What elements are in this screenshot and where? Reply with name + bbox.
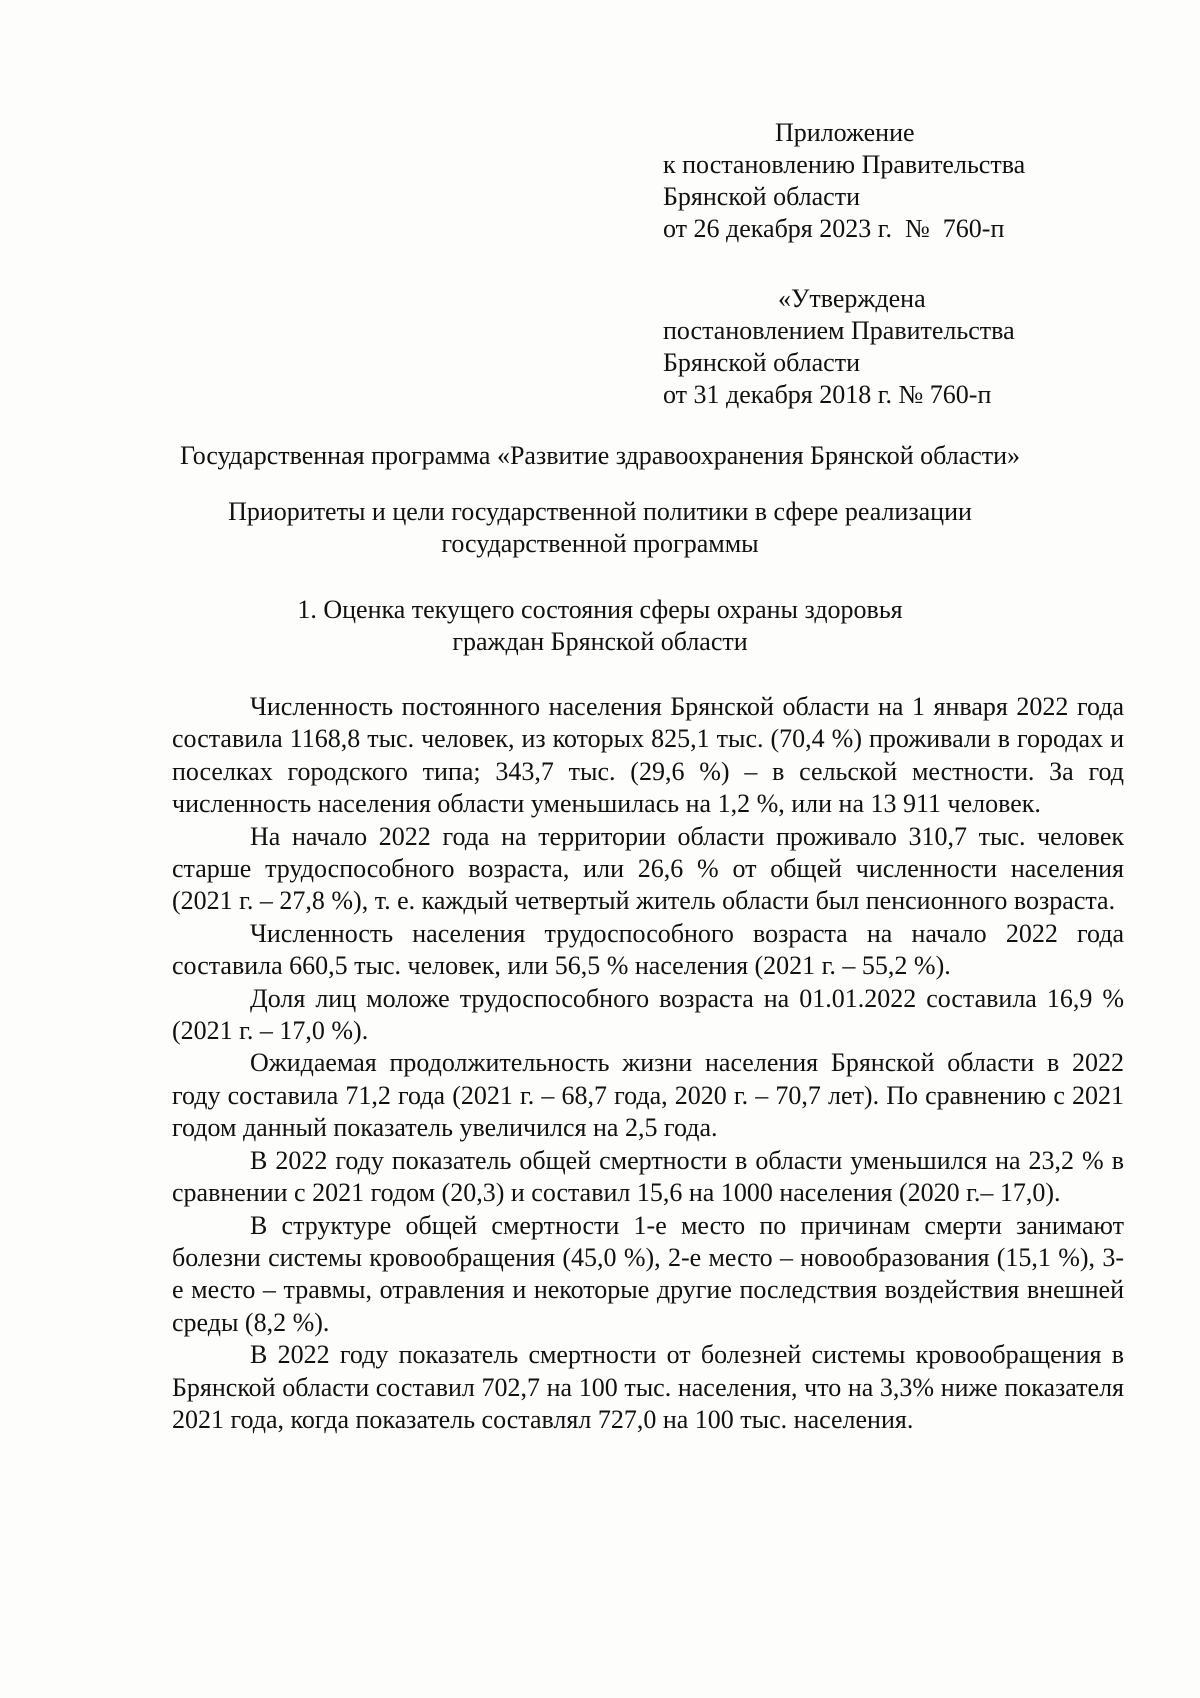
paragraph-elderly: На начало 2022 года на территории области проживало 310,7 тыс. человек старше трудоспособного возраста, или 26,6 % от общей численности населения (2021 г. – 27,8 %), т. е. каждый четвертый житель области был пенсионного возраста. xyxy=(172,821,1124,916)
appendix-line: Брянской области xyxy=(663,182,860,211)
appendix-line: Приложение xyxy=(775,118,915,147)
approval-line: Брянской области xyxy=(663,348,860,377)
paragraph-young: Доля лиц моложе трудоспособного возраста на 01.01.2022 составила 16,9 % (2021 г. – 17,0 %). xyxy=(172,983,1124,1046)
priorities-heading xyxy=(0,496,1200,560)
paragraph-working-age: Численность населения трудоспособного возраста на начало 2022 года составила 660,5 тыс. человек, или 56,5 % населения (2021 г. – 55,2 %). xyxy=(172,918,1124,981)
approval-line: от 31 декабря 2018 г. № 760-п xyxy=(663,380,992,409)
paragraph-mortality-structure: В структуре общей смертности 1-е место по причинам смерти занимают болезни системы кровообращения (45,0 %), 2-е место – новообразования (15,1 %), 3-е место – травмы, отравления и некоторые другие последствия воздействия внешней среды (8,2 %). xyxy=(172,1210,1124,1337)
section-heading-line: граждан Брянской области xyxy=(452,627,748,656)
body-text xyxy=(172,691,1124,1436)
appendix-line: от 26 декабря 2023 г. № 760-п xyxy=(663,214,1005,243)
section-heading-line: 1. Оценка текущего состояния сферы охраны здоровья xyxy=(297,595,903,624)
approval-line: постановлением Правительства xyxy=(663,316,1015,345)
approval-block xyxy=(663,283,1083,411)
section-heading xyxy=(0,594,1200,658)
program-title-text: Государственная программа «Развитие здравоохранения Брянской области» xyxy=(179,441,1021,470)
priorities-heading-line: Приоритеты и цели государственной политики в сфере реализации xyxy=(228,497,972,526)
approval-line: «Утверждена xyxy=(778,284,926,313)
program-title xyxy=(0,440,1200,472)
paragraph-population: Численность постоянного населения Брянской области на 1 января 2022 года составила 1168,8 тыс. человек, из которых 825,1 тыс. (70,4 %) проживали в городах и поселках городского типа; 343,7 тыс. (29,6 %) – в сельской местности. За год численность населения области уменьшилась на 1,2 %, или на 13 911 человек. xyxy=(172,692,1124,819)
paragraph-circulatory: В 2022 году показатель смертности от болезней системы кровообращения в Брянской области составил 702,7 на 100 тыс. населения, что на 3,3% ниже показателя 2021 года, когда показатель составлял 727,0 на 100 тыс. населения. xyxy=(172,1340,1124,1434)
priorities-heading-line: государственной программы xyxy=(441,529,759,558)
appendix-block xyxy=(663,117,1083,245)
appendix-line: к постановлению Правительства xyxy=(663,150,1026,179)
paragraph-life-expectancy: Ожидаемая продолжительность жизни населения Брянской области в 2022 году составила 71,2 года (2021 г. – 68,7 года, 2020 г. – 70,7 лет). По сравнению с 2021 годом данный показатель увеличился на 2,5 года. xyxy=(172,1048,1124,1143)
paragraph-mortality: В 2022 году показатель общей смертности в области уменьшился на 23,2 % в сравнении с 2021 годом (20,3) и составил 15,6 на 1000 населения (2020 г.– 17,0). xyxy=(172,1145,1124,1208)
